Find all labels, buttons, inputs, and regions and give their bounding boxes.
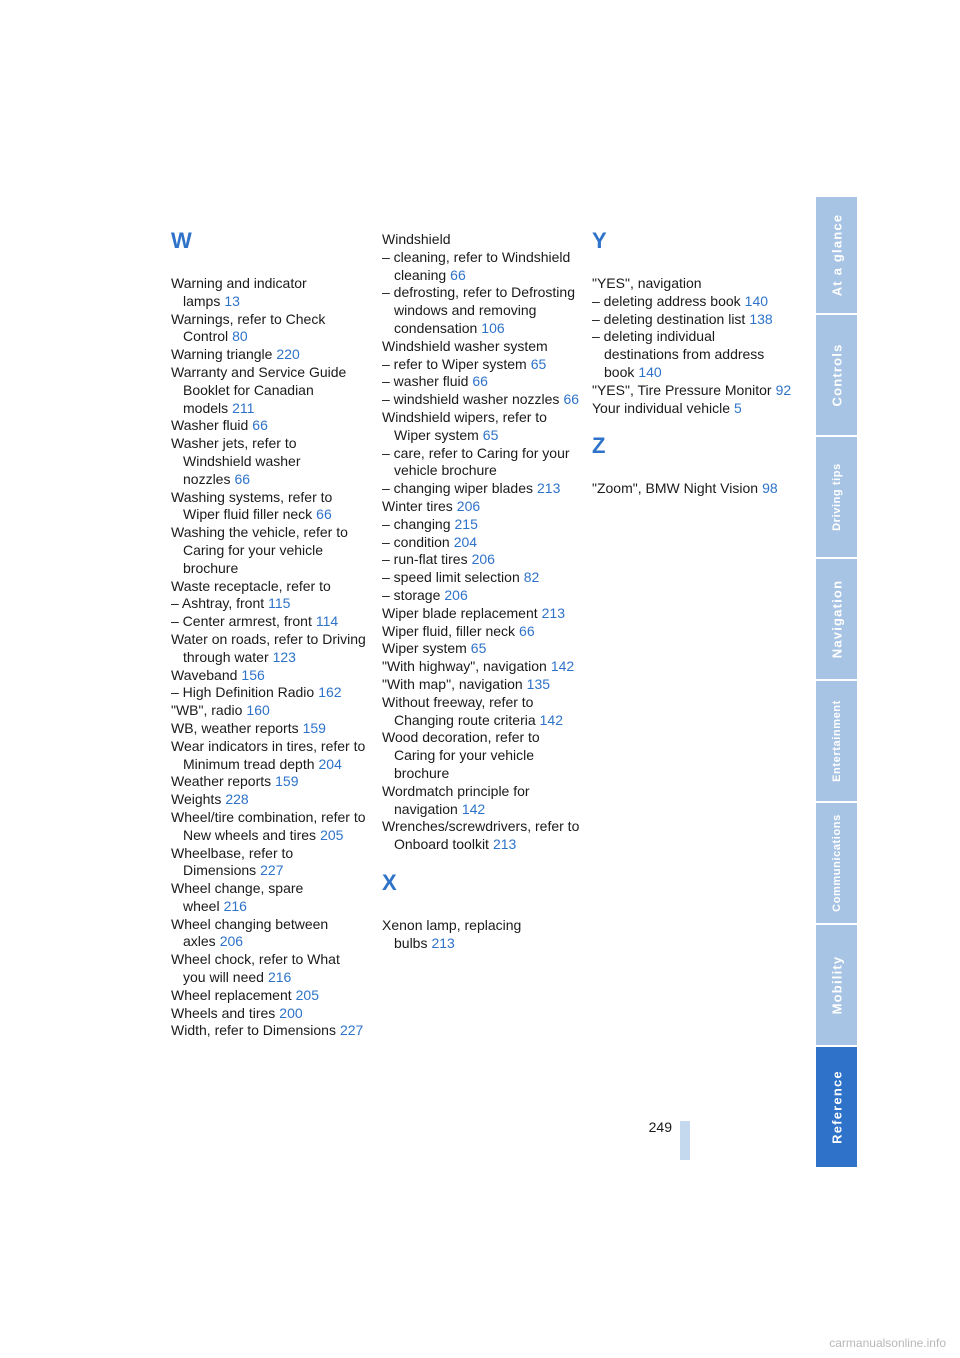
- page-reference-link[interactable]: 213: [541, 604, 565, 621]
- index-entry: [382, 373, 580, 391]
- index-entry: [171, 631, 366, 667]
- index-entry: [592, 382, 792, 400]
- index-entry: [382, 391, 580, 409]
- page-reference-link[interactable]: 115: [268, 595, 291, 612]
- index-entry-text: Wrenches/screwdrivers, refer to Onboard toolkit: [382, 818, 580, 853]
- index-entry-text: Winter tires: [382, 497, 453, 514]
- index-entry: [382, 480, 580, 498]
- index-entry-text: Windshield wipers, refer to Wiper system: [382, 408, 547, 443]
- page-reference-link[interactable]: 65: [482, 426, 499, 443]
- index-entry-text: Washer fluid: [171, 417, 249, 434]
- page-reference-link[interactable]: 106: [481, 319, 505, 336]
- index-entry-text: Warning and indicator lamps: [171, 275, 307, 309]
- index-entry-text: "With highway", navigation: [382, 658, 547, 675]
- index-entry-text: Warranty and Service Guide Booklet for Canadian models: [171, 363, 347, 416]
- index-entry-text: – changing: [382, 515, 451, 532]
- page-reference-link[interactable]: 114: [315, 613, 339, 630]
- index-entry: [171, 417, 366, 435]
- page-reference-link[interactable]: 142: [550, 658, 575, 675]
- index-entry: [382, 516, 580, 534]
- page-reference-link[interactable]: 66: [450, 266, 466, 283]
- index-entry: [171, 987, 366, 1005]
- index-entry: [382, 694, 580, 730]
- index-entry-text: Water on roads, refer to Driving through water: [171, 630, 366, 665]
- index-entry: [171, 489, 366, 525]
- index-entry: [382, 569, 580, 587]
- index-entry: [382, 284, 580, 337]
- chapter-tab-label: Entertainment: [830, 700, 843, 782]
- page-reference-link[interactable]: 82: [523, 569, 540, 586]
- chapter-tab[interactable]: [816, 315, 857, 437]
- index-entry-text: Weights: [171, 791, 222, 808]
- page-reference-link[interactable]: 227: [260, 862, 284, 879]
- page-reference-link[interactable]: 80: [232, 328, 248, 345]
- index-entry: [382, 623, 580, 641]
- page-reference-link[interactable]: 98: [762, 480, 778, 497]
- index-entry: [171, 684, 366, 702]
- index-entry-text: Windshield: [382, 231, 451, 247]
- page-reference-link[interactable]: 66: [519, 622, 535, 639]
- watermark: carmanualsonline.info: [829, 1336, 946, 1350]
- chapter-tab-label: Communications: [830, 814, 843, 912]
- page-reference-link[interactable]: 156: [241, 666, 265, 683]
- page-reference-link[interactable]: 160: [246, 702, 270, 719]
- index-entry: [382, 249, 580, 285]
- index-entry: [171, 880, 366, 916]
- index-entry: [171, 578, 366, 596]
- index-entry-text: – condition: [382, 533, 450, 550]
- page-reference-link[interactable]: 205: [295, 986, 319, 1003]
- index-entry-text: Windshield washer system: [382, 337, 548, 354]
- index-entry-text: Wiper system: [382, 640, 467, 657]
- page-reference-link[interactable]: 211: [232, 399, 255, 416]
- chapter-tab-label: Controls: [829, 343, 844, 407]
- index-entry-text: – Ashtray, front: [171, 595, 265, 612]
- index-column-1: [171, 230, 366, 1040]
- page-reference-link[interactable]: 65: [470, 640, 487, 657]
- index-entry: [171, 738, 366, 774]
- index-entry: [592, 480, 792, 498]
- index-entry: [382, 917, 580, 953]
- index-entry-text: Wheel chock, refer to What you will need: [171, 951, 340, 986]
- entries-x: [382, 917, 580, 953]
- page-reference-link[interactable]: 213: [431, 934, 455, 951]
- page-reference-link[interactable]: 213: [537, 480, 561, 497]
- index-entry-text: Wiper blade replacement: [382, 604, 538, 621]
- chapter-tab[interactable]: [816, 803, 857, 925]
- index-entry: [171, 364, 366, 417]
- index-entry: [171, 346, 366, 364]
- index-entry: [171, 275, 366, 311]
- page-reference-link[interactable]: 159: [302, 719, 326, 736]
- entries-w-part-2: [382, 231, 580, 854]
- index-entry-text: Wheels and tires: [171, 1004, 276, 1021]
- index-entry: [382, 356, 580, 374]
- page-reference-link[interactable]: 216: [267, 969, 292, 986]
- index-entry: [592, 400, 792, 418]
- page-reference-link[interactable]: 66: [252, 417, 268, 434]
- index-entry-text: Wordmatch principle for navigation: [382, 782, 530, 817]
- page-reference-link[interactable]: 5: [734, 399, 742, 416]
- index-column-2: [382, 231, 580, 952]
- chapter-tab-label: At a glance: [829, 213, 844, 297]
- index-entry: [382, 640, 580, 658]
- index-entry: [171, 1005, 366, 1023]
- index-entry: [592, 293, 792, 311]
- index-entry-text: – cleaning, refer to Windshield cleaning: [382, 248, 571, 283]
- chapter-tab[interactable]: [816, 559, 857, 681]
- index-entry: [382, 338, 580, 356]
- page-reference-link[interactable]: 200: [279, 1004, 303, 1021]
- index-entry: [171, 524, 366, 577]
- index-entry-text: – storage: [382, 586, 441, 603]
- index-entry-text: Wheel changing between axles: [171, 915, 329, 950]
- index-entry: [171, 791, 366, 809]
- page-reference-link[interactable]: 142: [539, 711, 563, 728]
- section-letter-w: W: [171, 228, 192, 253]
- index-entry: [171, 702, 366, 720]
- index-entry-text: Washing the vehicle, refer to Caring for your vehicle brochure: [171, 524, 348, 576]
- index-entry: [171, 720, 366, 738]
- index-entry: [592, 311, 792, 329]
- index-entry-text: – windshield washer nozzles: [382, 391, 560, 408]
- page-reference-link[interactable]: 213: [492, 836, 517, 853]
- page-reference-link[interactable]: 13: [224, 292, 240, 309]
- index-entry-text: Warnings, refer to Check Control: [171, 310, 326, 345]
- page-reference-link[interactable]: 205: [320, 826, 344, 843]
- index-entry: [171, 311, 366, 347]
- chapter-tabs: [816, 197, 857, 1169]
- index-entry: [171, 435, 366, 488]
- page-reference-link[interactable]: 227: [339, 1022, 364, 1039]
- index-entry-text: – care, refer to Caring for your vehicle brochure: [382, 444, 570, 479]
- index-entry: [171, 773, 366, 791]
- index-entry-text: Washer jets, refer to Windshield washer nozzles: [171, 435, 301, 487]
- index-entry: [382, 409, 580, 445]
- index-entry: [382, 445, 580, 481]
- index-entry-text: Wheel change, spare wheel: [171, 880, 304, 914]
- page-reference-link[interactable]: 215: [454, 515, 478, 532]
- index-column-3: [592, 230, 792, 498]
- index-entry-text: "With map", navigation: [382, 675, 523, 692]
- chapter-tab-label: Driving tips: [830, 463, 843, 531]
- index-entry-text: WB, weather reports: [171, 719, 299, 736]
- index-entry: [171, 916, 366, 952]
- page-reference-link[interactable]: 65: [530, 355, 547, 372]
- index-entry: [382, 534, 580, 552]
- chapter-tab-label: Mobility: [829, 955, 844, 1015]
- index-entry: [171, 809, 366, 845]
- page-number: 249: [648, 1119, 672, 1135]
- page-reference-link[interactable]: 206: [456, 497, 481, 514]
- chapter-tab-label: Reference: [829, 1070, 844, 1144]
- index-entry-text: Wear indicators in tires, refer to Minimum tread depth: [171, 737, 366, 772]
- index-entry-text: Weather reports: [171, 773, 272, 790]
- page-reference-link[interactable]: 140: [638, 363, 662, 380]
- index-entry-text: Without freeway, refer to Changing route criteria: [382, 693, 536, 728]
- page-reference-link[interactable]: 123: [272, 648, 296, 665]
- page-reference-link[interactable]: 135: [526, 675, 551, 692]
- section-letter-x: X: [382, 869, 397, 895]
- index-entry-text: Warning triangle: [171, 346, 273, 363]
- index-entry: [171, 667, 366, 685]
- entries-y: [592, 275, 792, 417]
- page-reference-link[interactable]: 66: [234, 470, 251, 487]
- index-entry-text: – run-flat tires: [382, 551, 468, 568]
- index-entry-text: – refer to Wiper system: [382, 355, 527, 372]
- index-entry-text: – deleting address book: [592, 292, 741, 309]
- index-entry-text: Wood decoration, refer to Caring for your vehicle brochure: [382, 729, 540, 781]
- chapter-tab[interactable]: [816, 681, 857, 803]
- index-entry: [382, 551, 580, 569]
- index-entry-text: Your individual vehicle: [592, 399, 731, 416]
- chapter-tab-label: Navigation: [829, 579, 844, 659]
- page-reference-link[interactable]: 138: [749, 310, 773, 327]
- page-reference-link[interactable]: 220: [276, 346, 300, 363]
- chapter-tab[interactable]: [816, 1047, 857, 1169]
- index-entry-text: – defrosting, refer to Defrosting windows and removing condensation: [382, 284, 575, 336]
- index-entry-text: – changing wiper blades: [382, 480, 533, 497]
- index-entry-text: – deleting destination list: [592, 310, 746, 327]
- index-entry: [382, 676, 580, 694]
- index-entry: [171, 1022, 366, 1040]
- page-reference-link[interactable]: 66: [316, 506, 332, 523]
- index-entry: [171, 613, 366, 631]
- page-reference-link[interactable]: 206: [444, 586, 468, 603]
- index-entry-text: "Zoom", BMW Night Vision: [592, 480, 759, 497]
- index-entry: [592, 275, 792, 293]
- section-letter-y: Y: [592, 228, 607, 253]
- page-reference-link[interactable]: 140: [744, 292, 769, 309]
- page-reference-link[interactable]: 206: [471, 551, 495, 568]
- index-entry: [171, 951, 366, 987]
- index-entry-text: Waveband: [171, 666, 238, 683]
- index-entry-text: – washer fluid: [382, 373, 469, 390]
- index-entry: [382, 231, 580, 249]
- index-entry-text: Width, refer to Dimensions: [171, 1022, 336, 1039]
- index-entry-text: Wheelbase, refer to Dimensions: [171, 844, 294, 879]
- chapter-tab[interactable]: [816, 197, 857, 315]
- index-entry-text: – Center armrest, front: [171, 613, 312, 630]
- entries-z: [592, 480, 792, 498]
- index-entry-text: "WB", radio: [171, 702, 243, 719]
- section-letter-z: Z: [592, 433, 606, 459]
- index-entry: [171, 845, 366, 881]
- page-reference-link[interactable]: 204: [318, 755, 342, 772]
- index-entry-text: "YES", Tire Pressure Monitor: [592, 381, 772, 398]
- page-reference-link[interactable]: 204: [453, 533, 478, 550]
- index-entry-text: Xenon lamp, replacing bulbs: [382, 916, 522, 951]
- page-reference-link[interactable]: 206: [219, 933, 244, 950]
- index-entry-text: – speed limit selection: [382, 569, 520, 586]
- index-entry-text: "YES", navigation: [592, 275, 702, 291]
- page-reference-link[interactable]: 162: [318, 684, 342, 701]
- index-entry: [382, 818, 580, 854]
- index-entry: [382, 658, 580, 676]
- index-entry-text: – deleting individual destinations from address book: [592, 328, 765, 380]
- page-reference-link[interactable]: 66: [472, 373, 488, 390]
- page-reference-link[interactable]: 142: [461, 800, 486, 817]
- index-entry: [382, 498, 580, 516]
- index-entry-text: Waste receptacle, refer to: [171, 577, 331, 594]
- index-entry: [592, 328, 792, 381]
- index-entry: [382, 605, 580, 623]
- index-entry: [382, 729, 580, 782]
- index-entry: [382, 587, 580, 605]
- page-reference-link[interactable]: 159: [275, 773, 299, 790]
- page-reference-link[interactable]: 66: [563, 391, 580, 408]
- index-entry: [382, 783, 580, 819]
- index-entry-text: Wheel replacement: [171, 986, 292, 1003]
- page-number-bar: [680, 1121, 690, 1160]
- page-reference-link[interactable]: 216: [223, 897, 247, 914]
- entries-w-part-1: [171, 275, 366, 1040]
- chapter-tab[interactable]: [816, 437, 857, 559]
- chapter-tab[interactable]: [816, 925, 857, 1047]
- page-reference-link[interactable]: 228: [225, 791, 249, 808]
- index-entry-text: Washing systems, refer to Wiper fluid filler neck: [171, 488, 333, 523]
- index-entry-text: Wheel/tire combination, refer to New wheels and tires: [171, 808, 366, 843]
- index-entry-text: Wiper fluid, filler neck: [382, 622, 516, 639]
- index-entry-text: – High Definition Radio: [171, 684, 315, 701]
- page-reference-link[interactable]: 92: [775, 381, 792, 398]
- index-entry: [171, 595, 366, 613]
